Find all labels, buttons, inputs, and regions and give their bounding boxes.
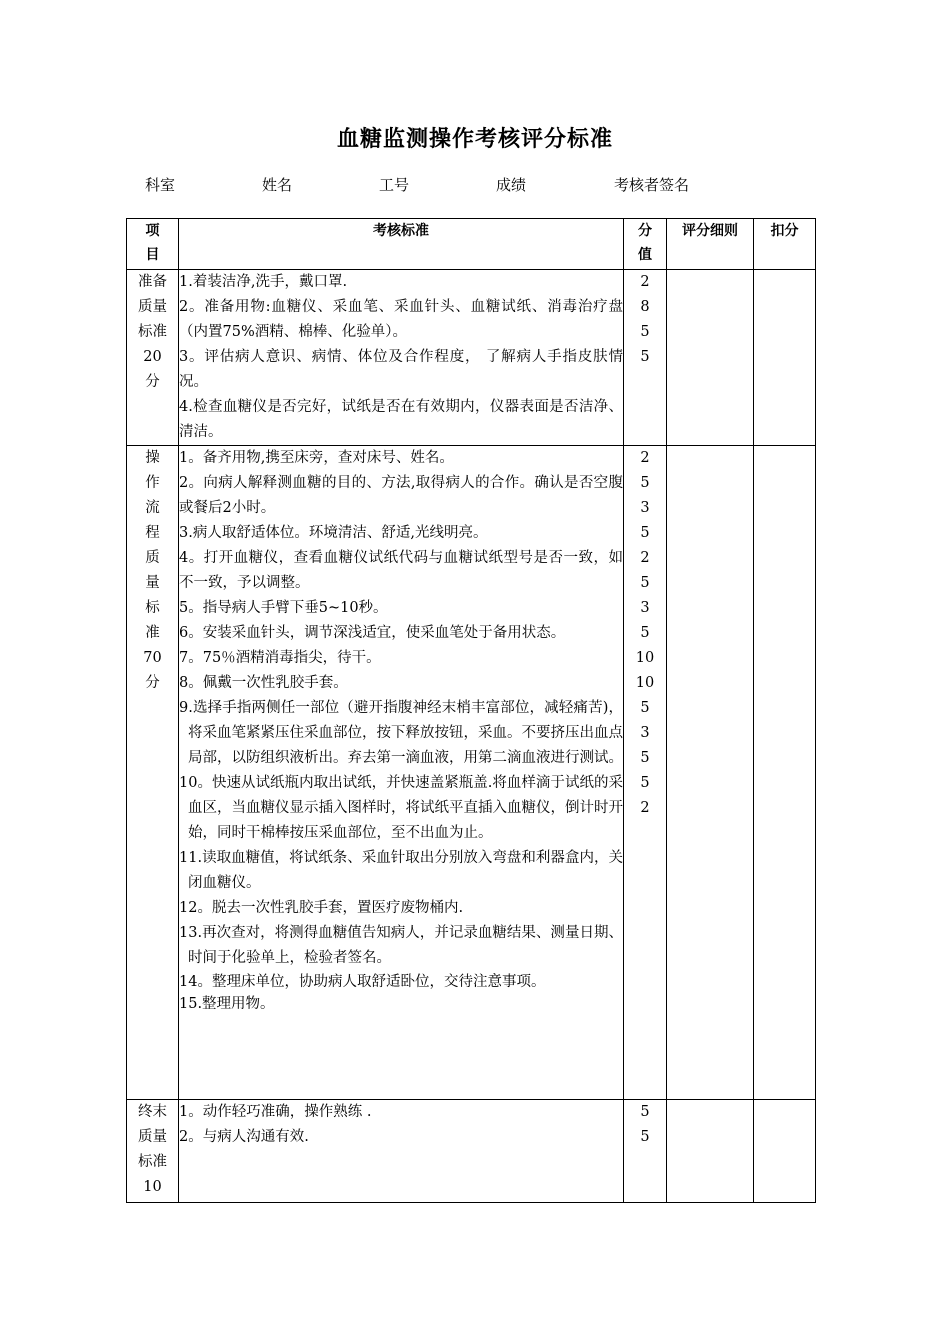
category-text: 操 (145, 450, 160, 466)
criterion-item: 2。与病人沟通有效. (179, 1129, 309, 1145)
detail-cell (667, 1100, 754, 1203)
category-text: 流 (145, 500, 160, 516)
category-text: 标准 (138, 1154, 167, 1170)
score-value: 10 (635, 650, 655, 666)
criterion-item: 7。75％酒精消毒指尖，待干。 (179, 650, 381, 666)
deduct-cell (754, 270, 816, 446)
category-text: 量 (145, 575, 160, 591)
criterion-item: 1。动作轻巧准确，操作熟练 . (179, 1104, 372, 1120)
score-value: 5 (640, 575, 650, 591)
score-value: 8 (640, 299, 650, 315)
score-cell (624, 270, 667, 446)
category-text: 分 (145, 675, 160, 691)
header-item-text: 项 目 (145, 223, 160, 263)
score-value: 10 (635, 675, 655, 691)
category-text: 质量 (138, 1129, 167, 1145)
page-title: 血糖监测操作考核评分标准 (336, 126, 613, 152)
category-text: 作 (145, 475, 160, 491)
category-cell (127, 270, 179, 446)
criterion-item: 14。整理床单位，协助病人取舒适卧位，交待注意事项。 (179, 974, 546, 990)
section-row-preparation (127, 270, 816, 446)
score-value: 5 (640, 775, 650, 791)
score-value: 5 (640, 349, 650, 365)
field-employee-id: 工号 (379, 176, 410, 194)
header-deduct-text: 扣分 (770, 223, 799, 239)
category-text: 准 (145, 625, 160, 641)
header-score-text: 分 值 (638, 223, 652, 263)
category-cell (127, 1100, 179, 1203)
criterion-item: 9.选择手指两侧任一部位（避开指腹神经末梢丰富部位，减轻痛苦)，将采血笔紧紧压住采血部位，按下释放按钮，采血。不要挤压出血点局部，以防组织液析出。弃去第一滴血液，用第二滴血液进行测试。 (179, 700, 623, 766)
criterion-item: 2。准备用物:血糖仪、采血笔、采血针头、血糖试纸、消毒治疗盘（内置75%酒精、棉棒、化验单）。 (179, 299, 623, 340)
scoring-table (126, 218, 816, 1203)
field-score: 成绩 (496, 176, 527, 194)
score-value: 5 (640, 750, 650, 766)
category-text: 质 (145, 550, 160, 566)
section-row-final (127, 1100, 816, 1203)
category-text: 标 (145, 600, 160, 616)
field-department: 科室 (145, 176, 176, 194)
deduct-cell (754, 446, 816, 1100)
section-row-procedure (127, 446, 816, 1100)
criteria-cell (179, 1100, 624, 1203)
criterion-item: 2。向病人解释测血糖的目的、方法,取得病人的合作。确认是否空腹或餐后2小时。 (179, 475, 623, 516)
criteria-cell (179, 270, 624, 446)
criterion-item: 3.病人取舒适体位。环境清洁、舒适,光线明亮。 (179, 525, 488, 541)
criterion-item: 10。快速从试纸瓶内取出试纸，并快速盖紧瓶盖.将血样滴于试纸的采血区，当血糖仪显示插入图样时，将试纸平直插入血糖仪，倒计时开始，同时干棉棒按压采血部位，至不出血为止。 (179, 775, 623, 841)
score-value: 2 (640, 274, 650, 290)
category-text: 终末 (138, 1104, 167, 1120)
category-text: 质量 (138, 299, 167, 315)
category-text: 标准 (138, 324, 167, 340)
header-deduct (754, 219, 816, 270)
criterion-item: 4。打开血糖仪，查看血糖仪试纸代码与血糖试纸型号是否一致，如不一致，予以调整。 (179, 550, 623, 591)
score-value: 5 (640, 475, 650, 491)
criterion-item: 5。指导病人手臂下垂5~10秒。 (179, 600, 388, 616)
field-examiner-signature: 考核者签名 (614, 176, 690, 194)
criterion-item: 15.整理用物。 (179, 996, 275, 1012)
score-value: 2 (640, 800, 650, 816)
header-score (624, 219, 667, 270)
deduct-cell (754, 1100, 816, 1203)
category-text: 分 (145, 374, 160, 390)
category-text: 20 (143, 349, 162, 365)
criterion-item: 12。脱去一次性乳胶手套，置医疗废物桶内. (179, 900, 464, 916)
score-value: 2 (640, 450, 650, 466)
score-value: 3 (640, 500, 650, 516)
info-fields (0, 174, 950, 194)
score-value: 5 (640, 525, 650, 541)
category-text: 准备 (138, 274, 167, 290)
criterion-item: 1.着装洁净,洗手，戴口罩. (179, 274, 348, 290)
header-item (127, 219, 179, 270)
criterion-item: 1。备齐用物,携至床旁，查对床号、姓名。 (179, 450, 454, 466)
category-text: 10 (143, 1179, 162, 1195)
criterion-item: 4.检查血糖仪是否完好，试纸是否在有效期内，仪器表面是否洁净、清洁。 (179, 399, 623, 440)
criteria-cell (179, 446, 624, 1100)
criterion-item: 6。安装采血针头，调节深浅适宜，使采血笔处于备用状态。 (179, 625, 566, 641)
score-value: 5 (640, 700, 650, 716)
score-value: 2 (640, 550, 650, 566)
score-value: 5 (640, 1104, 650, 1120)
field-name: 姓名 (262, 176, 293, 194)
score-value: 3 (640, 600, 650, 616)
detail-cell (667, 270, 754, 446)
score-value: 3 (640, 725, 650, 741)
criterion-item: 13.再次查对，将测得血糖值告知病人，并记录血糖结果、测量日期、时间于化验单上，检验者签名。 (179, 925, 623, 966)
score-value: 5 (640, 1129, 650, 1145)
category-text: 程 (145, 525, 160, 541)
category-text: 70 (143, 650, 162, 666)
score-value: 5 (640, 324, 650, 340)
header-row (127, 219, 816, 270)
criterion-item: 11.读取血糖值，将试纸条、采血针取出分别放入弯盘和利器盒内，关闭血糖仪。 (179, 850, 623, 891)
score-cell (624, 1100, 667, 1203)
criterion-item: 8。佩戴一次性乳胶手套。 (179, 675, 348, 691)
criterion-item: 3。评估病人意识、病情、体位及合作程度， 了解病人手指皮肤情况。 (179, 349, 623, 390)
header-standard-text: 考核标准 (373, 223, 429, 239)
score-cell (624, 446, 667, 1100)
header-standard (179, 219, 624, 270)
category-cell (127, 446, 179, 1100)
header-detail-text: 评分细则 (682, 223, 738, 239)
score-value: 5 (640, 625, 650, 641)
detail-cell (667, 446, 754, 1100)
header-detail (667, 219, 754, 270)
